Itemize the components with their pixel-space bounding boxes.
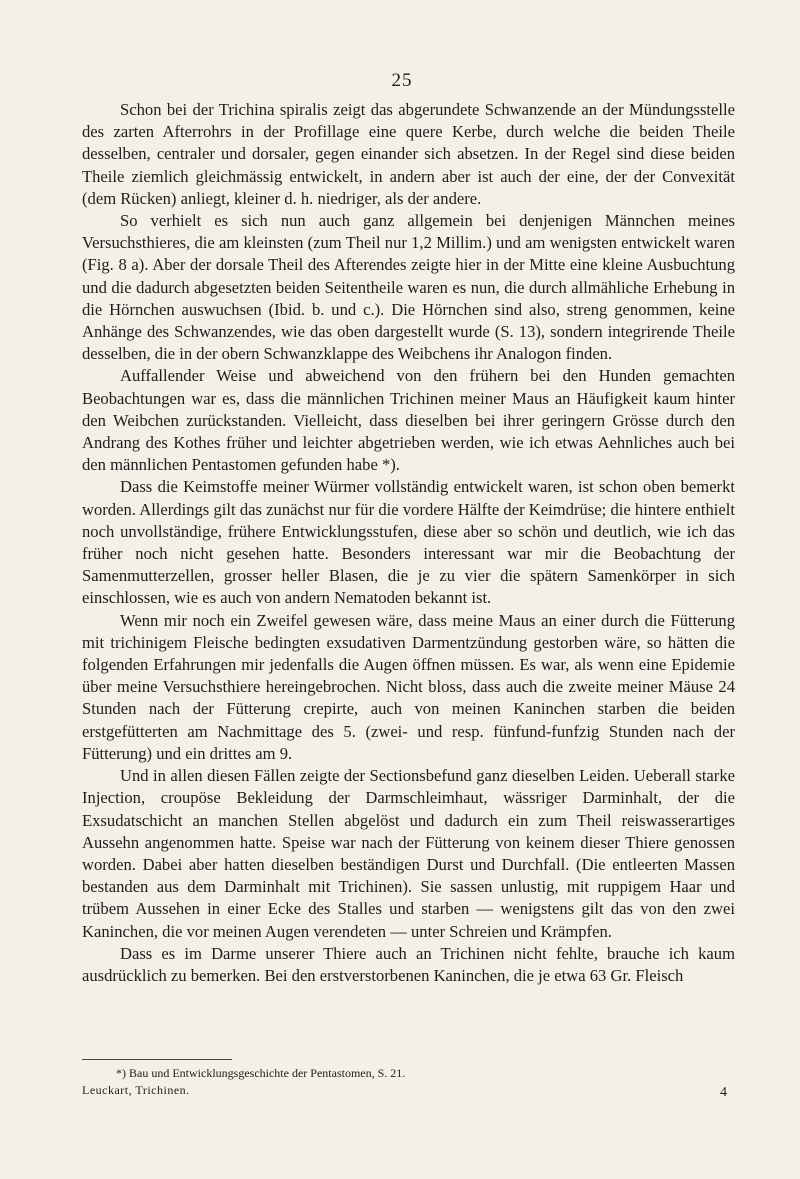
paragraph: Schon bei der Trichina spiralis zeigt das abgerundete Schwanzende an der Mündungsstelle des zarten Afterrohrs in der Profillage eine quere Kerbe, durch welche die beiden Theile desselben, centraler und dorsaler, gegen einander sich absetzen. In der Regel sind diese beiden Theile ziemlich gleichmässig entwickelt, in andern aber ist auch der eine, der der Convexität (dem Rücken) anliegt, kleiner d. h. niedriger, als der andere. — [82, 100, 735, 208]
paragraph: So verhielt es sich nun auch ganz allgemein bei denjenigen Männchen meines Versuchsthieres, die am kleinsten (zum Theil nur 1,2 Millim.) und am wenigsten entwickelt waren (Fig. 8 a). Aber der dorsale Theil des Afterendes zeigte hier in der Mitte eine kleine Ausbuchtung und die dadurch abgesetzten beiden Seitentheile waren es nun, die durch allmähliche Erhebung in die Hörnchen auswuchsen (Ibid. b. und c.). Die Hörnchen sind also, streng genommen, keine Anhänge des Schwanzendes, wie das oben dargestellt wurde (S. 13), sondern integrirende Theile desselben, die in der obern Schwanzklappe des Weibchens ihr Analogon finden. — [82, 211, 735, 364]
paragraph: Dass die Keimstoffe meiner Würmer vollständig entwickelt waren, ist schon oben bemerkt worden. Allerdings gilt das zunächst nur für die vordere Hälfte der Keimdrüse; die hintere enthielt noch unvollständige, frühere Entwicklungsstufen, diese aber so schön und deutlich, wie ich das früher noch nicht gesehen hatte. Besonders interessant war mir die Beobachtung der Samenmutterzellen, grosser heller Blasen, die je zu vier die spätern Samenkörper in sich einschlossen, wie es auch von andern Nematoden bekannt ist. — [82, 477, 735, 608]
signature-mark: 4 — [720, 1085, 727, 1100]
paragraph: Und in allen diesen Fällen zeigte der Sectionsbefund ganz dieselben Leiden. Ueberall starke Injection, croupöse Bekleidung der Darmschleimhaut, wässriger Darminhalt, der die Exsudatschicht an manchen Stellen abgelöst und dadurch ein zum Theil reiswasserartiges Aussehn angenommen hatte. Speise war nach der Fütterung von keinem dieser Thiere genossen worden. Dabei aber hatten dieselben beständigen Durst und Durchfall. (Die entleerten Massen bestanden aus dem Darminhalt mit Trichinen). Sie sassen unlustig, mit ruppigem Haar und trübem Aussehen in einer Ecke des Stalles und starben — wenigstens gilt das von den zwei Kaninchen, die vor meinen Augen verendeten — unter Schreien und Krämpfen. — [82, 766, 735, 941]
footnote — [116, 1066, 736, 1081]
paragraph: Dass es im Darme unserer Thiere auch an Trichinen nicht fehlte, brauche ich kaum ausdrücklich zu bemerken. Bei den erstverstorbenen Kaninchen, die je etwa 63 Gr. Fleisch — [82, 943, 735, 985]
paragraph: Auffallender Weise und abweichend von den frühern bei den Hunden gemachten Beobachtungen war es, dass die männlichen Trichinen meiner Maus an Häufigkeit kaum hinter den Weibchen zurückstanden. Vielleicht, dass dieselben bei ihrer geringern Grösse durch den Andrang des Kothes früher und leichter abgetrieben werden, wie ich etwas Aehnliches auch bei den männlichen Pentastomen gefunden habe *). — [82, 366, 735, 475]
body-text — [82, 99, 735, 987]
paragraph: Wenn mir noch ein Zweifel gewesen wäre, dass meine Maus an einer durch die Fütterung mit trichinigem Fleische bedingten exsudativen Darmentzündung gestorben wäre, so hätten die folgenden Erfahrungen mir jedenfalls die Augen öffnen müssen. Es war, als wenn eine Epidemie über meine Versuchsthiere hereingebrochen. Nicht bloss, dass auch die zweite meiner Mäuse 24 Stunden nach der Fütterung crepirte, auch von meinen Kaninchen starben die beiden erstgefütterten am Nachmittage des 5. (zwei- und resp. fünfund-funfzig Stunden nach der Fütterung) und ein drittes am 9. — [82, 610, 735, 763]
signature-line: Leuckart, Trichinen. — [82, 1083, 190, 1097]
footnote-divider — [82, 1059, 232, 1060]
page-number: 25 — [391, 70, 413, 91]
footnote-text: *) Bau und Entwicklungsgeschichte der Pentastomen, S. 21. — [116, 1066, 406, 1080]
